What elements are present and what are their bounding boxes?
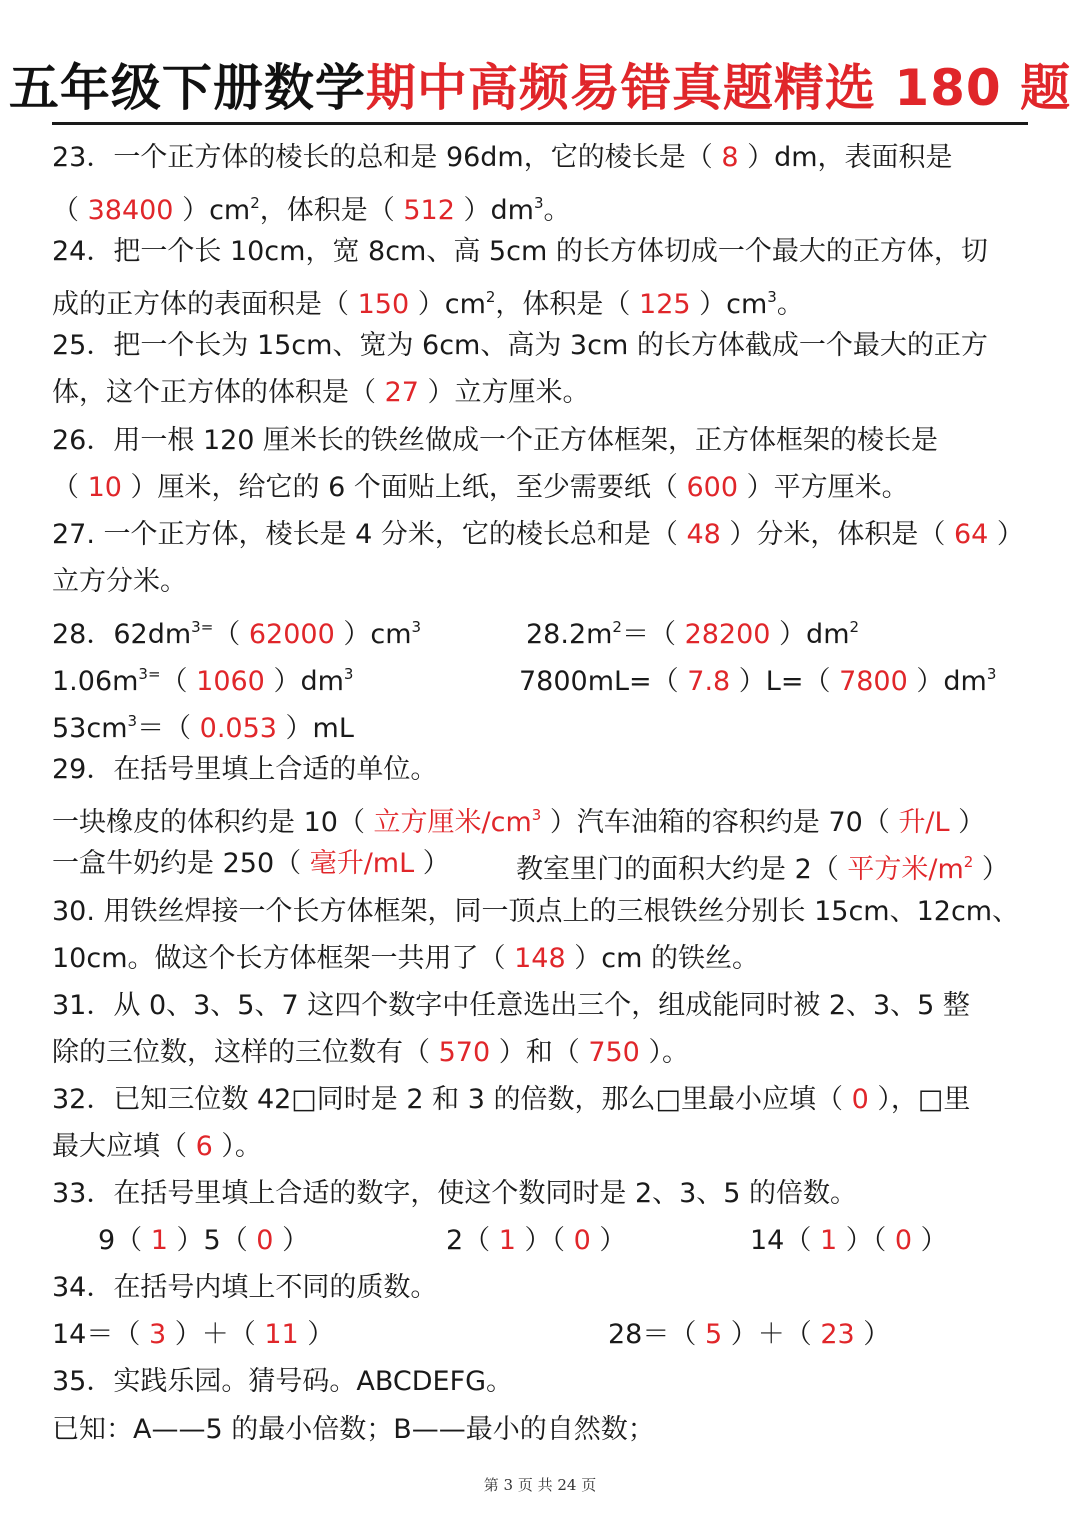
question-text (250, 195, 260, 226)
question-text: 25．把一个长为 15cm、宽为 6cm、高为 3cm 的长方体截成一个最大的正方 (52, 330, 988, 362)
question-text: 14（ (750, 1225, 820, 1257)
question-text: （ (160, 666, 197, 698)
answer-text: 148 (514, 942, 566, 974)
answer-text: 平方米/m (847, 854, 964, 886)
answer-text: 125 (639, 289, 691, 321)
question-line (52, 840, 1042, 887)
line-column (52, 652, 353, 705)
answer-text: 3 (148, 1319, 167, 1351)
question-text: （ (52, 195, 88, 227)
question-text: ） (988, 518, 1024, 550)
question-line (52, 888, 1042, 935)
question-text: 28．62dm (52, 618, 192, 650)
question-line (52, 275, 1042, 322)
answer-text: 1 (150, 1225, 168, 1257)
line-column (52, 840, 450, 887)
question-line (52, 369, 1042, 416)
page-footer: 第 3 页 共 24 页 (483, 1476, 597, 1494)
answer-text: 0 (256, 1225, 274, 1257)
question-line (52, 605, 1042, 652)
question-text: 31．从 0、3、5、7 这四个数字中任意选出三个，组成能同时被 2、3、5 整 (52, 989, 970, 1021)
question-text: ）分米，体积是（ (720, 518, 954, 550)
answer-text: 150 (357, 289, 410, 321)
question-text: 26．用一根 120 厘米长的铁丝做成一个正方体框架，正方体框架的棱长是 (52, 424, 939, 456)
question-text: ）cm (690, 289, 768, 321)
question-text: ） (973, 854, 1009, 886)
answer-text: 5 (704, 1319, 723, 1351)
question-line (52, 699, 1042, 746)
question-text: ）cm (409, 289, 486, 321)
question-text: ）dm (264, 666, 344, 698)
question-text: 29．在括号里填上合适的单位。 (52, 754, 438, 786)
question-text: ）dm (454, 195, 534, 227)
title-underline (52, 122, 1028, 125)
question-line (52, 982, 1042, 1029)
superscript: 3 (533, 194, 544, 213)
question-line (52, 1264, 1042, 1311)
question-text: 23．一个正方体的棱长的总和是 96dm，它的棱长是（ (52, 142, 722, 173)
answer-text: 27 (384, 377, 419, 409)
question-text (850, 619, 860, 650)
line-column (750, 1217, 948, 1264)
answer-text: 62000 (248, 618, 335, 650)
answer-text (532, 807, 542, 838)
question-text (767, 289, 777, 320)
question-text: 成的正方体的表面积是（ (52, 289, 358, 321)
question-text: 除的三位数，这样的三位数有（ (52, 1036, 439, 1068)
question-text: ）cm 的铁丝。 (565, 942, 759, 974)
question-text: 一盒牛奶约是 250（ (52, 848, 310, 880)
superscript: 3= (138, 665, 161, 684)
question-text: 已知：A——5 的最小倍数；B——最小的自然数； (52, 1413, 655, 1445)
question-text (486, 289, 496, 320)
question-text (128, 713, 138, 744)
question-line (52, 1406, 1042, 1453)
answer-text: 23 (820, 1319, 855, 1351)
question-line (52, 746, 1042, 793)
answer-text: 1 (819, 1225, 838, 1257)
question-line (52, 322, 1042, 369)
question-text: ） (298, 1319, 335, 1351)
question-line (52, 935, 1042, 982)
question-text: 27. 一个正方体，棱长是 4 分米，它的棱长总和是（ (52, 518, 687, 550)
question-text: ）平方厘米。 (738, 471, 909, 503)
question-text (412, 619, 422, 650)
question-text (344, 666, 354, 697)
question-text: 7800mL=（ (519, 666, 688, 698)
question-text: ）L=（ (730, 666, 840, 698)
answer-text: 0 (894, 1225, 912, 1257)
question-text: （ (52, 471, 88, 503)
question-text: ）。 (639, 1036, 689, 1068)
question-text: ）＋（ (166, 1319, 265, 1351)
question-text: 体，这个正方体的体积是（ (52, 377, 385, 409)
line-column (52, 605, 421, 658)
question-line (52, 1217, 1042, 1264)
question-text: ）和（ (490, 1036, 589, 1068)
superscript: 3= (191, 617, 214, 636)
line-column (516, 840, 1009, 893)
page-title (0, 56, 1080, 120)
question-text (534, 195, 544, 226)
question-text: ），□里 (868, 1083, 971, 1115)
question-text: ）。 (212, 1130, 262, 1162)
question-text: 14＝（ (52, 1319, 149, 1351)
line-column (52, 1311, 334, 1358)
question-text: ）dm (907, 666, 987, 698)
question-line (52, 558, 1042, 605)
question-text: 9（ (98, 1225, 151, 1257)
answer-text: 64 (953, 518, 989, 550)
question-text: 34．在括号内填上不同的质数。 (52, 1272, 438, 1304)
question-text: ） (590, 1225, 627, 1257)
question-line (52, 1123, 1042, 1170)
superscript: 3 (986, 665, 997, 684)
question-text: 2（ (446, 1225, 499, 1257)
question-text (191, 619, 213, 650)
question-line (52, 1170, 1042, 1217)
question-text: 32．已知三位数 42□同时是 2 和 3 的倍数，那么□里最小应填（ (52, 1083, 852, 1115)
title-black-part: 五年级下册数学 (8, 59, 366, 117)
line-column (98, 1217, 309, 1264)
question-text: ）dm (770, 618, 850, 650)
question-text: 24．把一个长 10cm，宽 8cm、高 5cm 的长方体切成一个最大的正方体，切 (52, 236, 988, 268)
question-text: ）＋（ (722, 1319, 821, 1351)
question-text: ）厘米，给它的 6 个面贴上纸，至少需要纸（ (121, 471, 687, 503)
question-text: ）（ (515, 1225, 574, 1257)
question-text: ） (912, 1225, 948, 1257)
question-text: 10cm。做这个长方体框架一共用了（ (52, 942, 515, 974)
question-text: 30. 用铁丝焊接一个长方体框架，同一顶点上的三根铁丝分别长 15cm、12cm、 (52, 895, 1020, 927)
answer-text: 0 (573, 1225, 591, 1257)
question-text: （ (213, 618, 249, 650)
line-column (526, 605, 859, 658)
answer-text: 0.053 (199, 713, 277, 745)
answer-text: 11 (264, 1319, 299, 1351)
question-text: 53cm (52, 713, 128, 745)
superscript: 3 (411, 617, 422, 636)
answer-text: 1 (498, 1225, 516, 1257)
question-text: 。 (776, 289, 804, 321)
answer-text: 10 (87, 471, 122, 503)
title-red-part: 期中高频易错真题精选 180 题 (365, 59, 1072, 117)
question-text: ）mL (276, 713, 354, 745)
answer-text: 6 (195, 1130, 213, 1162)
question-text: ） (854, 1319, 891, 1351)
question-text: ＝（ (137, 713, 200, 745)
question-list (52, 134, 1042, 1453)
superscript: 2 (963, 853, 974, 872)
question-text: 1.06m (52, 666, 139, 698)
line-column (446, 1217, 626, 1264)
answer-text: 28200 (684, 618, 771, 650)
question-line (52, 511, 1042, 558)
question-text (612, 619, 622, 650)
question-text: ，体积是（ (259, 195, 404, 227)
answer-text: 升/L (898, 807, 950, 839)
superscript: 2 (612, 617, 622, 636)
question-line (52, 1076, 1042, 1123)
answer-text: 立方厘米/cm (373, 807, 532, 839)
answer-text: 7800 (839, 666, 908, 698)
question-text: 33．在括号里填上合适的数字，使这个数同时是 2、3、5 的倍数。 (52, 1178, 858, 1210)
superscript: 3 (767, 288, 777, 307)
line-column (519, 652, 996, 705)
answer-text: 1060 (196, 666, 265, 698)
question-text: ）cm (334, 618, 412, 650)
answer-text: 38400 (87, 195, 174, 227)
question-text: 。 (543, 195, 571, 227)
question-text: 教室里门的面积大约是 2（ (516, 854, 848, 886)
question-line (52, 1311, 1042, 1358)
answer-text: 512 (403, 195, 455, 227)
question-line (52, 228, 1042, 275)
question-text: ） (273, 1225, 310, 1257)
superscript: 3 (531, 806, 542, 825)
question-line (52, 793, 1042, 840)
superscript: 2 (485, 288, 496, 307)
superscript: 2 (250, 194, 260, 213)
answer-text: 570 (438, 1036, 491, 1068)
question-text: 35．实践乐园。猜号码。ABCDEFG。 (52, 1366, 514, 1398)
question-text: 28＝（ (608, 1319, 705, 1351)
question-text: ）（ (837, 1225, 895, 1257)
question-text: ）立方厘米。 (418, 377, 590, 409)
question-line (52, 652, 1042, 699)
question-text: ）5（ (167, 1225, 257, 1257)
answer-text: 48 (686, 518, 721, 550)
answer-text: 7.8 (687, 666, 731, 698)
question-line (52, 181, 1042, 228)
question-text: 一块橡皮的体积约是 10（ (52, 807, 374, 839)
answer-text: 750 (588, 1036, 640, 1068)
superscript: 2 (849, 617, 860, 636)
answer-text: 600 (686, 471, 739, 503)
superscript: 3 (343, 665, 354, 684)
answer-text: 毫升/mL (309, 848, 415, 880)
answer-text (964, 854, 974, 885)
question-text (138, 666, 160, 697)
question-text: ＝（ (621, 618, 685, 650)
question-line (52, 464, 1042, 511)
superscript: 3 (127, 712, 138, 731)
question-text: ）汽车油箱的容积约是 70（ (541, 807, 899, 839)
question-text: ）dm，表面积是 (738, 142, 953, 173)
question-text: ，体积是（ (495, 289, 640, 321)
question-text: 立方分米。 (52, 565, 187, 597)
answer-text: 8 (721, 142, 739, 173)
line-column (608, 1311, 890, 1358)
question-text (987, 666, 997, 697)
question-line (52, 1029, 1042, 1076)
question-line (52, 134, 1042, 181)
answer-text: 0 (851, 1083, 869, 1115)
question-text: ） (949, 807, 986, 839)
question-line (52, 417, 1042, 464)
question-line (52, 1358, 1042, 1405)
question-text: ）cm (173, 195, 251, 227)
question-text: 最大应填（ (52, 1130, 196, 1162)
question-text: 28.2m (526, 618, 613, 650)
question-text: ） (414, 848, 450, 880)
